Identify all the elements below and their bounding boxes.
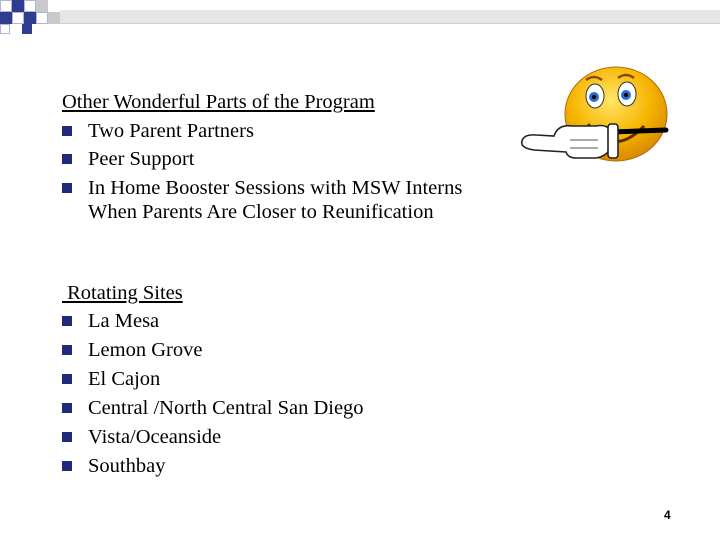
header-decoration [0, 0, 720, 24]
square-bullet-icon [62, 345, 72, 355]
square-bullet-icon [62, 316, 72, 326]
square-bullet-icon [62, 154, 72, 164]
header-square [0, 24, 10, 34]
square-bullet-icon [62, 403, 72, 413]
header-square [0, 12, 12, 24]
header-square [36, 12, 48, 24]
square-bullet-icon [62, 461, 72, 471]
pointing-smiley-icon [514, 66, 674, 176]
square-bullet-icon [62, 183, 72, 193]
square-bullet-icon [62, 374, 72, 384]
header-square [22, 24, 32, 34]
square-bullet-icon [62, 126, 72, 136]
page-number: 4 [664, 508, 671, 522]
header-bar [60, 10, 720, 24]
section-heading-program: Other Wonderful Parts of the Program [62, 91, 375, 113]
header-square [48, 12, 60, 24]
header-square [12, 0, 24, 12]
header-square [24, 0, 36, 12]
header-square [12, 12, 24, 24]
square-bullet-icon [62, 432, 72, 442]
section-heading-sites: Rotating Sites [62, 282, 183, 304]
header-square [24, 12, 36, 24]
header-square [0, 0, 12, 12]
header-square [36, 0, 48, 12]
